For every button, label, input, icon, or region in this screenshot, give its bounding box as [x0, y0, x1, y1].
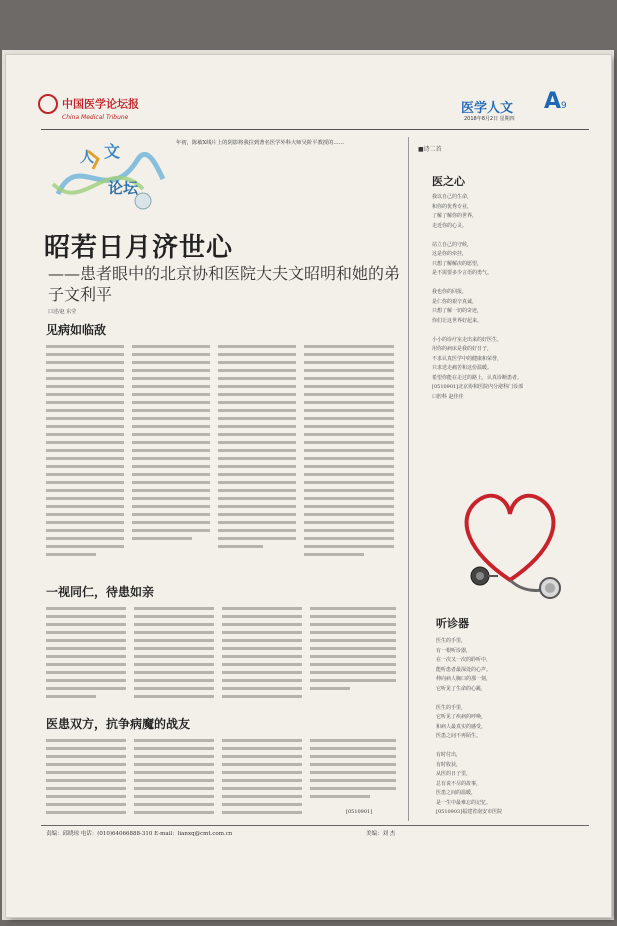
body-text-lines: [218, 343, 296, 573]
newspaper-page: [6, 55, 611, 917]
poem-line: 只想了解一切的奇迹，: [432, 308, 483, 314]
article-headline: 昭若日月济世心: [44, 233, 234, 263]
poem-line: 医患之间不再陌生。: [436, 733, 482, 739]
poem-line: 有时付出，: [436, 752, 462, 758]
poem-line: 伸向病人胸口的那一刻，: [436, 676, 492, 682]
article-byline: 口述/赵 东莹: [48, 309, 77, 315]
humanities-forum-logo: [48, 139, 168, 219]
poem-line: 走近你的心灵。: [432, 222, 468, 229]
poem-line: [0510901]北京协和医院内分泌科门诊部: [432, 384, 524, 390]
poem-line: 口腔科 赵佳佳: [432, 393, 464, 400]
poem-line: 有时收获，: [436, 761, 462, 768]
poem-line: 总有说不尽的故事，: [436, 780, 482, 787]
poem-line: [432, 231, 592, 241]
poem-line: 是不需要多少言语的勇气。: [432, 270, 493, 276]
body-column-2: [132, 343, 210, 573]
newspaper-logo: [38, 93, 139, 121]
body-text-lines: [304, 343, 394, 573]
logo-emblem-icon: [38, 94, 58, 114]
body-text-lines: [46, 605, 396, 705]
poem-line: 只想了解解决的愿望，: [432, 260, 483, 267]
poem-line: 从医的日子里，: [436, 771, 472, 777]
poem-line: [432, 326, 592, 336]
section-heading-1: 见病如临敌: [46, 323, 107, 337]
issue-date: 2018年8月2日 星期四: [464, 116, 515, 122]
poem-line: 不求认真医学中的健康和荣誉，: [432, 355, 503, 362]
body-text-lines: [46, 343, 124, 573]
poem-line: 有一根听诊器，: [436, 647, 472, 654]
poem-line: 在一次又一次的聆听中，: [436, 657, 492, 663]
stethoscope-heart-icon: [438, 480, 583, 605]
body-column-4: [304, 343, 394, 573]
poem-line: 医生的手里，: [436, 638, 467, 644]
footer-divider: [41, 825, 589, 826]
body-columns-section-3: [46, 737, 396, 821]
poem-line: 和你的优秀专业，: [432, 203, 473, 210]
poem-line: 是仁你的艰辛真诚，: [432, 298, 478, 305]
poem-line: 我以自己的生命，: [432, 194, 473, 200]
body-column-1: [46, 343, 124, 573]
poem-line: 我也你的回报，: [432, 289, 468, 295]
poem-line: 了解了解你的世界，: [432, 213, 478, 219]
page-letter: A: [544, 89, 562, 114]
poem-line: [432, 279, 592, 289]
poem-line: 这是你的牵挂，: [432, 251, 468, 257]
footer-credits: 责编：邱晓琼 电话：(010)64066888-310 E-mail：lianxq@cmt.com.cn: [46, 831, 233, 837]
forum-logo-char2: 文: [104, 142, 121, 161]
logo-chinese: 中国医学论坛报: [62, 97, 139, 111]
stethoscope-heart-illustration: [438, 480, 583, 605]
poem-1-title: 医之心: [432, 175, 465, 188]
poem-line: 站立自己的守候，: [432, 241, 473, 248]
poem-line: [436, 694, 586, 704]
poem-line: 和病人最真实的感受，: [436, 723, 487, 730]
poem-line: 你们让这世界好起来。: [432, 317, 483, 324]
poem-line: 它听见了生命的心跳，: [436, 685, 487, 692]
body-column-3: [218, 343, 296, 573]
poem-line: 只求送走痛苦和这份温暖。: [432, 365, 493, 371]
poem-2-body: [436, 637, 586, 818]
body-columns-section-2: [46, 605, 396, 705]
poem-line: [0510903]福建省南安市医院: [436, 809, 503, 815]
sidebar-tag: ■诗二首: [418, 146, 442, 153]
header-divider: [41, 129, 589, 130]
section-heading-2: 一视同仁，待患如亲: [46, 585, 155, 599]
page-number: 9: [561, 101, 567, 111]
poem-2-title: 听诊器: [436, 617, 469, 630]
poem-line: 医患之间的温暖，: [436, 790, 477, 796]
sidebar-divider: [408, 137, 409, 821]
poem-line: 能听患者最深处的心声。: [436, 666, 492, 673]
forum-logo-char3: 论坛: [108, 179, 139, 197]
forum-logo-char1: 人: [80, 150, 94, 166]
poem-line: 医生的手里，: [436, 704, 467, 711]
poem-1-body: [432, 193, 592, 402]
poem-line: 它听见了疾病的呼唤，: [436, 714, 487, 720]
poem-line: 是一生中最难忘的记忆。: [436, 799, 492, 806]
footer-designer: 美编：刘 杰: [366, 831, 396, 837]
article-subhead: ——患者眼中的北京协和医院大夫文昭明和她的弟子文利平: [48, 264, 401, 304]
poem-line: 用你的病床是我的好日子，: [432, 346, 493, 352]
poem-line: 小小的诊疗室走出来的好医生，: [432, 336, 503, 343]
article-intro: 年初，陈敏X线片上的阴影将我拉到著名医学外科大师吴阶平教授的……: [176, 140, 344, 146]
body-text-lines: [132, 343, 210, 573]
body-text-lines: [46, 737, 396, 821]
poem-line: 希望你能在走过的路上，认真诊断患者。: [432, 374, 523, 381]
section-title: 医学人文: [461, 101, 514, 116]
article-code: [0510901]: [346, 809, 373, 815]
poem-line: [436, 742, 586, 752]
logo-english: China Medical Tribune: [62, 113, 129, 121]
section-heading-3: 医患双方，抗争病魔的战友: [46, 717, 191, 731]
